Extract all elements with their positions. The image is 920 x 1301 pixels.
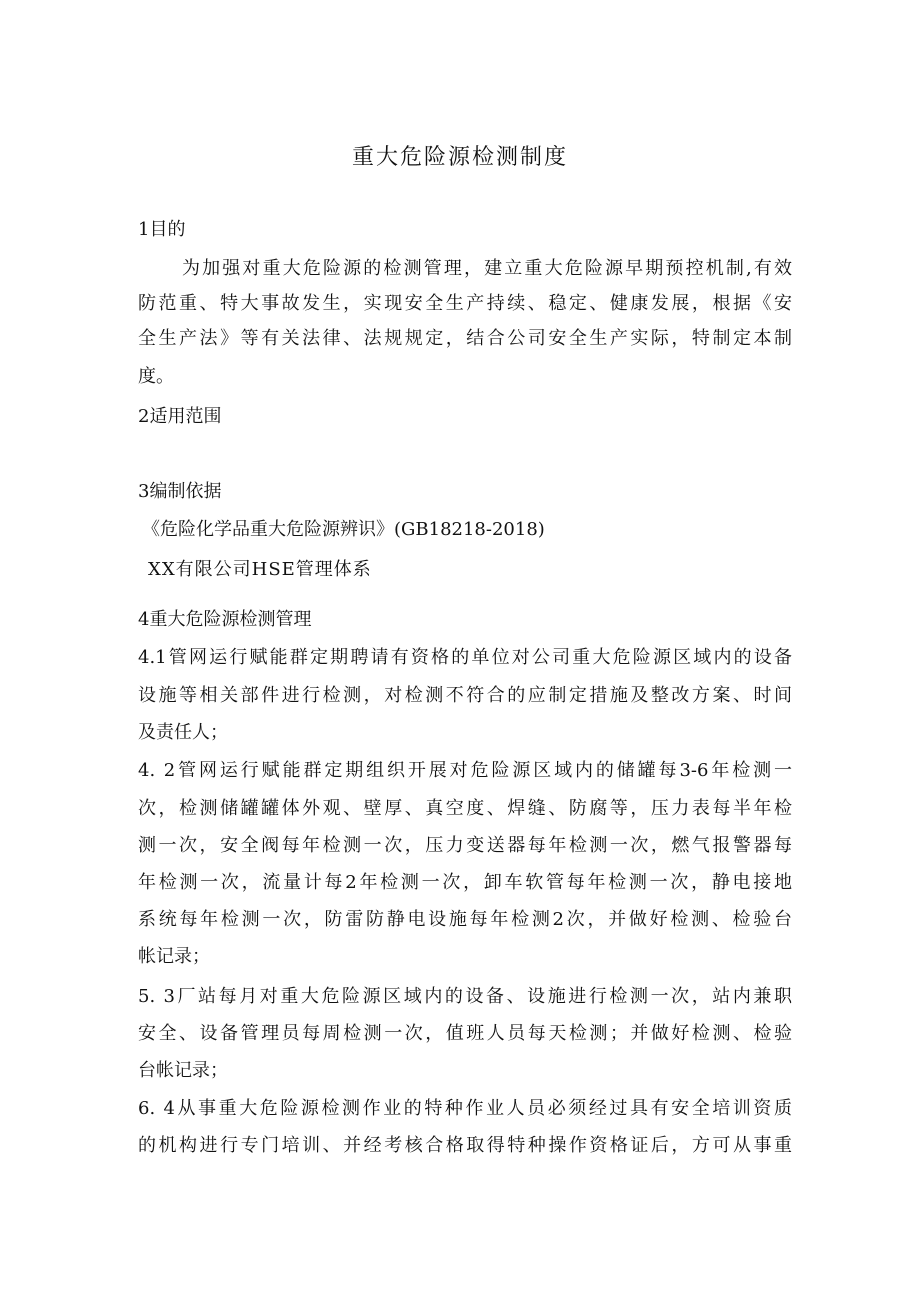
section-heading: 1目的 xyxy=(138,219,186,240)
paragraph-line: 台帐记录； xyxy=(138,1060,228,1081)
paragraph-line: 及责任人； xyxy=(138,722,228,743)
paragraph-line: 系统每年检测一次，防雷防静电设施每年检测2次，并做好检测、检验台 xyxy=(138,909,792,930)
paragraph-line: 年检测一次，流量计每2年检测一次，卸车软管每年检测一次，静电接地 xyxy=(138,872,792,893)
paragraph-line: 5. 3厂站每月对重大危险源区域内的设备、设施进行检测一次，站内兼职 xyxy=(138,986,792,1007)
paragraph-line: 全生产法》等有关法律、法规规定，结合公司安全生产实际，特制定本制 xyxy=(138,328,792,349)
section-heading: 3编制依据 xyxy=(138,481,222,502)
paragraph-line: 4.1管网运行赋能群定期聘请有资格的单位对公司重大危险源区域内的设备 xyxy=(138,647,792,668)
paragraph-line: 设施等相关部件进行检测，对检测不符合的应制定措施及整改方案、时间 xyxy=(138,685,792,706)
paragraph-line: 4. 2管网运行赋能群定期组织开展对危险源区域内的储罐每3-6年检测一 xyxy=(138,760,792,781)
paragraph-line: 帐记录； xyxy=(138,946,210,967)
paragraph-line: 的机构进行专门培训、并经考核合格取得特种操作资格证后，方可从事重 xyxy=(138,1135,792,1156)
section-heading: 2适用范围 xyxy=(138,406,222,427)
paragraph-line: 度。 xyxy=(138,366,174,387)
paragraph-line: 6. 4从事重大危险源检测作业的特种作业人员必须经过具有安全培训资质 xyxy=(138,1098,792,1119)
section-heading: 4重大危险源检测管理 xyxy=(138,609,312,630)
document-title: 重大危险源检测制度 xyxy=(351,145,568,170)
reference-item: 《危险化学品重大危险源辨识》(GB18218-2018) xyxy=(142,519,545,540)
paragraph-line: 防范重、特大事故发生，实现安全生产持续、稳定、健康发展，根据《安 xyxy=(138,293,792,314)
paragraph-line: 测一次，安全阀每年检测一次，压力变送器每年检测一次，燃气报警器每 xyxy=(138,835,792,856)
reference-item: XX有限公司HSE管理体系 xyxy=(148,559,372,580)
paragraph-line: 次，检测储罐罐体外观、壁厚、真空度、焊缝、防腐等，压力表每半年检 xyxy=(138,798,792,819)
paragraph-line: 安全、设备管理员每周检测一次，值班人员每天检测；并做好检测、检验 xyxy=(138,1023,792,1044)
paragraph-line: 为加强对重大危险源的检测管理，建立重大危险源早期预控机制,有效 xyxy=(182,258,792,279)
